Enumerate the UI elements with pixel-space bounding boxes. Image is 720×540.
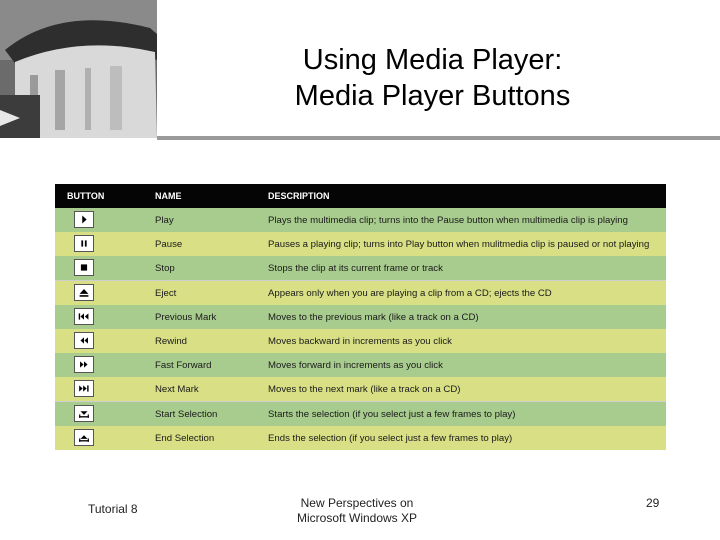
- table-row: [55, 232, 666, 256]
- footer-title: [262, 496, 452, 526]
- button-name: Previous Mark: [155, 311, 217, 323]
- table-row: [55, 208, 666, 232]
- button-description: Moves to the previous mark (like a track on a CD): [268, 311, 479, 323]
- previous-mark-icon: [74, 308, 94, 325]
- eject-icon: [74, 284, 94, 301]
- title-line-2: Media Player Buttons: [294, 80, 571, 112]
- table-row: [55, 281, 666, 305]
- button-name: Next Mark: [155, 384, 199, 396]
- footer-title-line-2: Microsoft Windows XP: [296, 511, 418, 525]
- button-name: Rewind: [155, 336, 187, 347]
- title-line-1: Using Media Player:: [302, 44, 563, 76]
- button-description: Pauses a playing clip; turns into Play button when mulitmedia clip is paused or not playing: [268, 239, 650, 251]
- header-button: BUTTON: [67, 191, 105, 201]
- pause-icon: [74, 235, 94, 252]
- button-name: End Selection: [155, 432, 215, 444]
- button-description: Appears only when you are playing a clip from a CD; ejects the CD: [268, 287, 552, 299]
- button-description: Plays the multimedia clip; turns into the Pause button when multimedia clip is playing: [268, 215, 628, 226]
- start-selection-icon: [74, 405, 94, 422]
- play-icon: [74, 211, 94, 228]
- button-name: Eject: [155, 287, 177, 299]
- table-header: [55, 184, 666, 208]
- button-description: Moves to the next mark (like a track on a CD): [268, 384, 461, 396]
- slide-title: [200, 42, 665, 114]
- end-selection-icon: [74, 429, 94, 446]
- table-row: [55, 329, 666, 353]
- button-description: Starts the selection (if you select just a few frames to play): [268, 408, 516, 420]
- button-description: Moves forward in increments as you click: [268, 360, 443, 372]
- button-name: Stop: [155, 263, 175, 275]
- table-row: [55, 256, 666, 280]
- table-row: [55, 305, 666, 329]
- fast-forward-icon: [74, 356, 94, 373]
- button-name: Play: [155, 215, 174, 226]
- rewind-icon: [74, 332, 94, 349]
- footer-tutorial: Tutorial 8: [88, 502, 138, 516]
- header-description: DESCRIPTION: [268, 191, 330, 201]
- title-divider: [157, 136, 720, 140]
- button-name: Start Selection: [155, 408, 218, 420]
- header-name: NAME: [155, 191, 182, 201]
- stop-icon: [74, 259, 94, 276]
- button-name: Fast Forward: [155, 360, 212, 372]
- table-row: [55, 377, 666, 401]
- header-photo: [0, 0, 157, 138]
- button-description: Ends the selection (if you select just a few frames to play): [268, 432, 513, 444]
- button-description: Stops the clip at its current frame or track: [268, 263, 443, 275]
- button-name: Pause: [155, 239, 183, 251]
- next-mark-icon: [74, 380, 94, 397]
- table-row: [55, 353, 666, 377]
- table-row: [55, 402, 666, 426]
- button-description: Moves backward in increments as you click: [268, 336, 452, 347]
- table-row: [55, 426, 666, 450]
- footer-title-line-1: New Perspectives on: [300, 496, 414, 510]
- buttons-table: [55, 184, 666, 450]
- page-number: 29: [646, 496, 660, 510]
